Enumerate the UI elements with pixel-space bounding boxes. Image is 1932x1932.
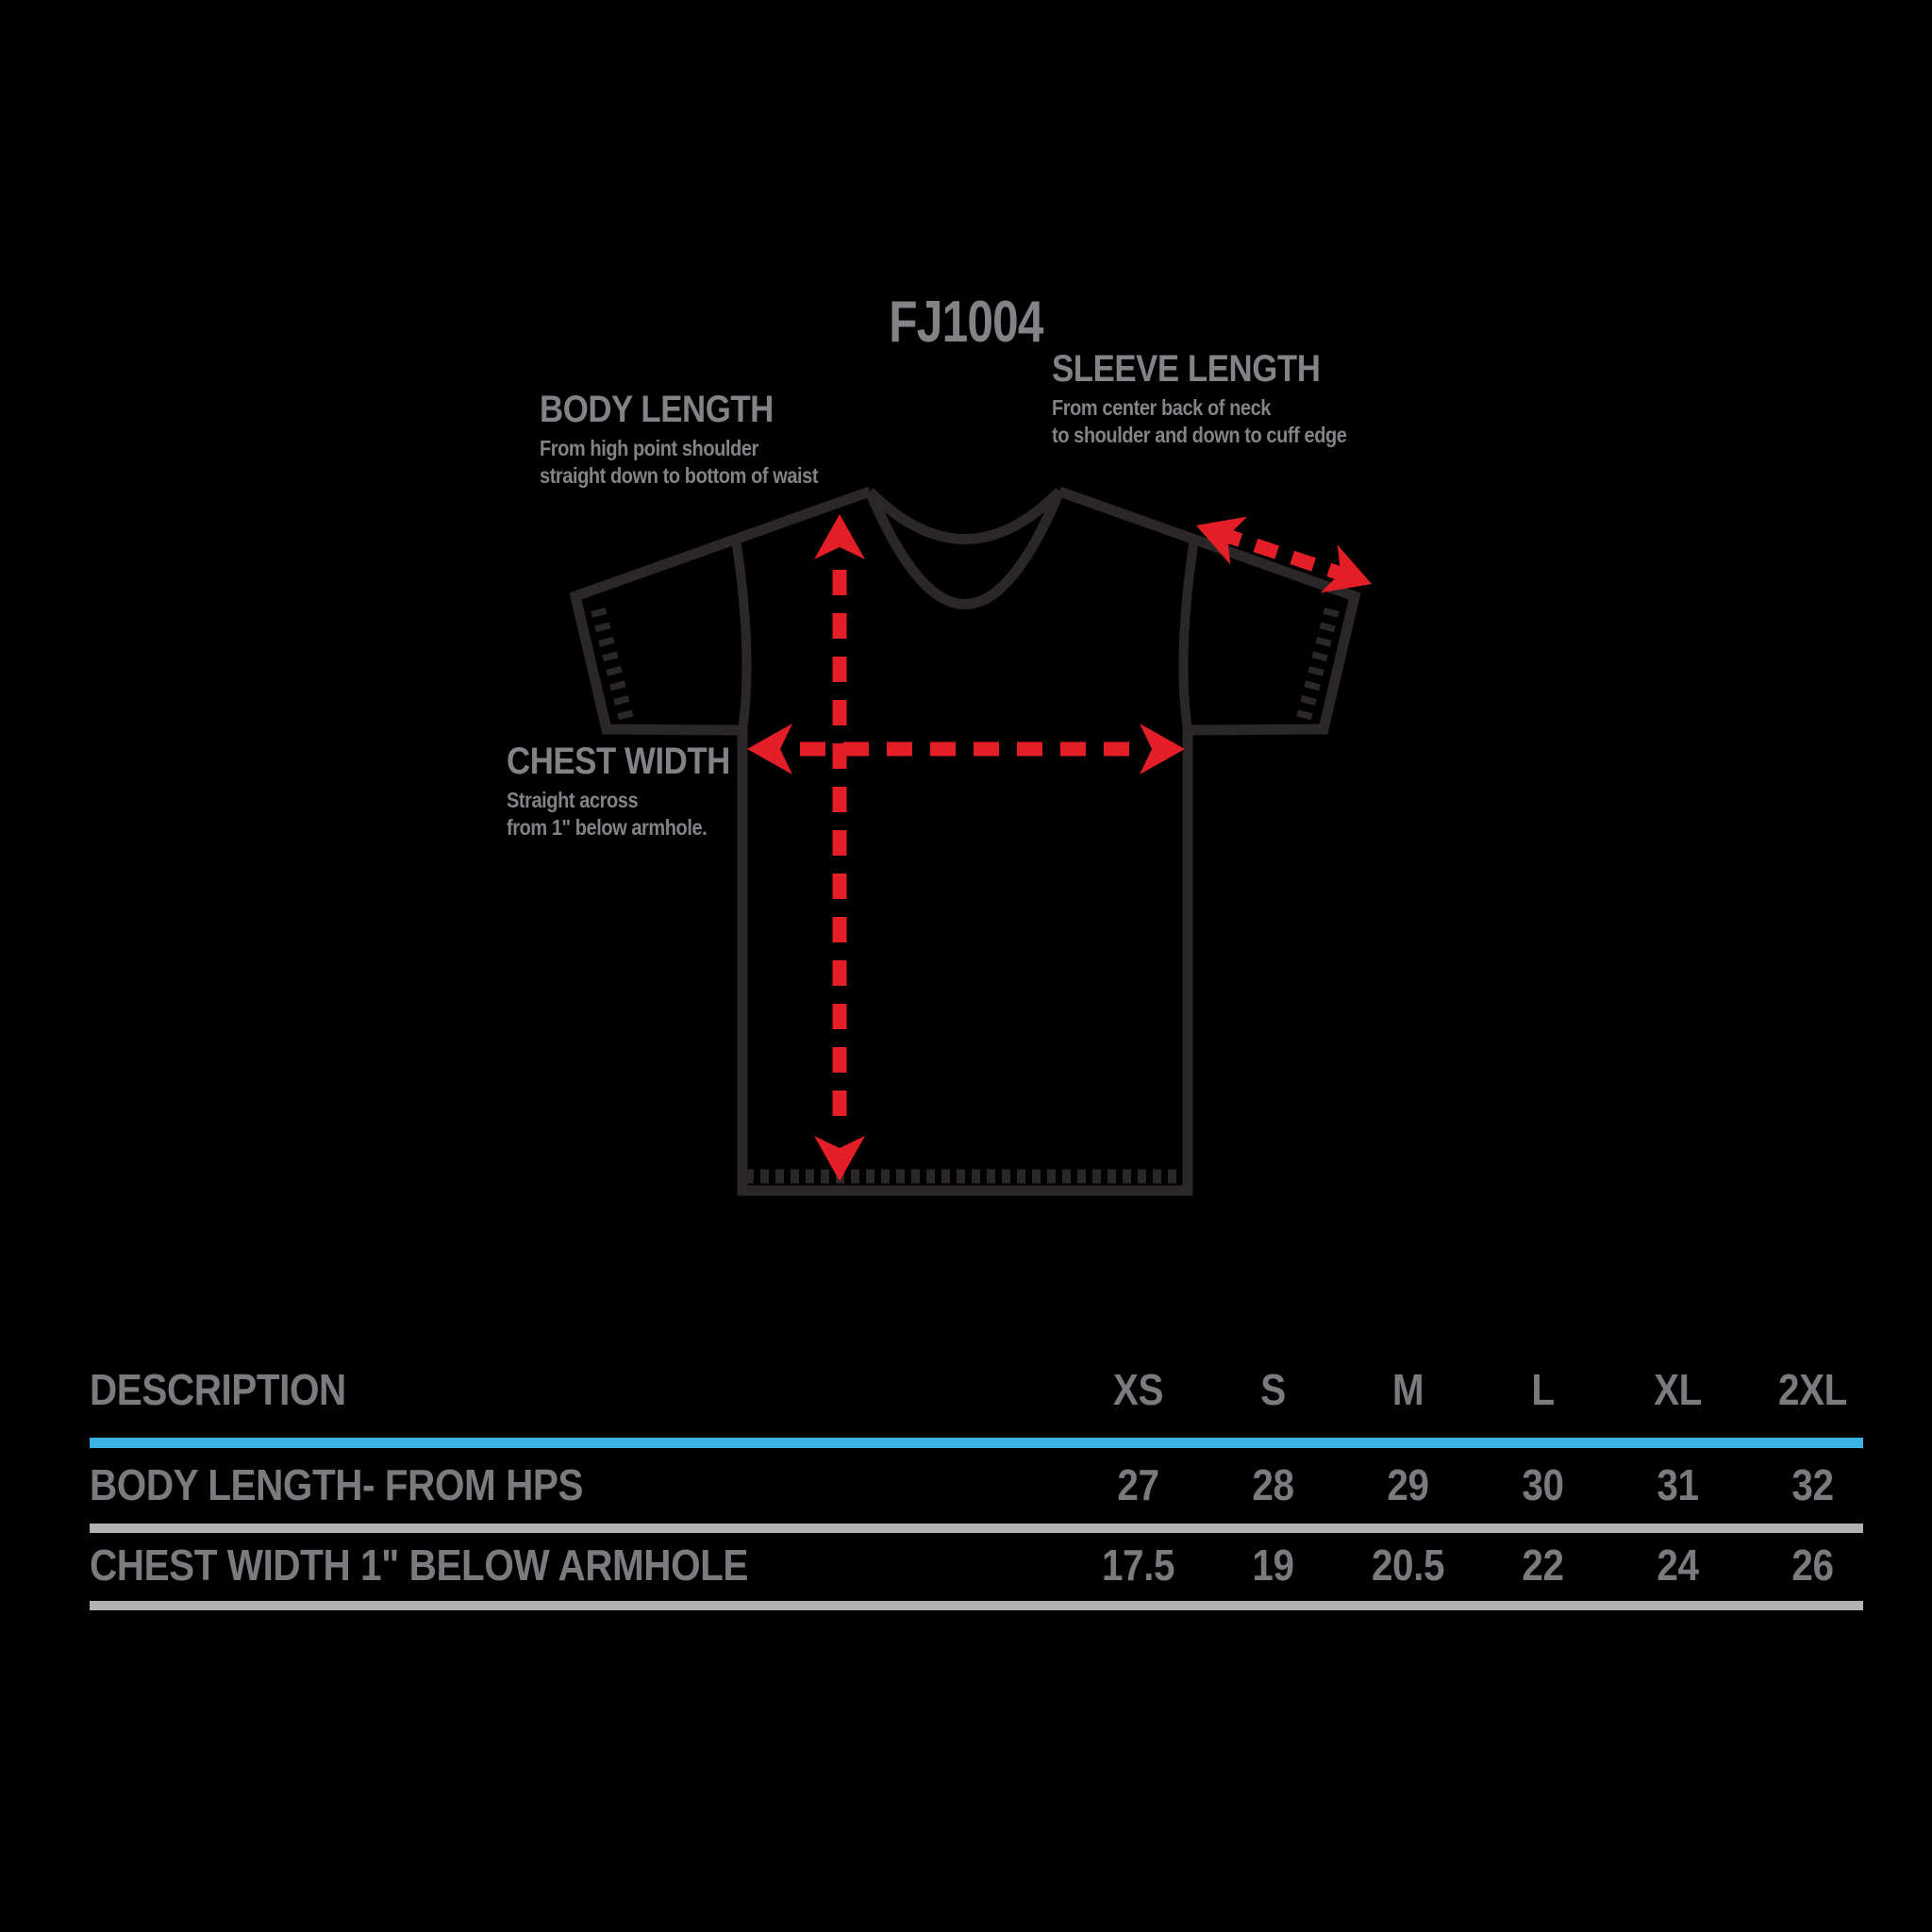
value-m: 20.5	[1371, 1541, 1445, 1590]
value-m: 29	[1387, 1460, 1429, 1509]
body-length-heading: BODY LENGTH	[540, 389, 774, 430]
value-s: 19	[1252, 1541, 1294, 1590]
chest-width-heading: CHEST WIDTH	[507, 741, 730, 782]
column-header-xl: XL	[1654, 1365, 1702, 1414]
body-length-description-line2: straight down to bottom of waist	[540, 463, 819, 488]
sleeve-length-heading: SLEEVE LENGTH	[1052, 348, 1321, 390]
row-label: BODY LENGTH- FROM HPS	[90, 1460, 584, 1509]
row-label: CHEST WIDTH 1" BELOW ARMHOLE	[90, 1541, 749, 1590]
value-2xl: 32	[1791, 1460, 1834, 1509]
sleeve-length-description-line1: From center back of neck	[1052, 395, 1271, 420]
column-header-2xl: 2XL	[1778, 1365, 1847, 1414]
table-header-blue-rule	[90, 1438, 1863, 1448]
value-l: 22	[1522, 1541, 1564, 1590]
value-2xl: 26	[1791, 1541, 1834, 1590]
column-header-xs: XS	[1112, 1365, 1164, 1414]
value-s: 28	[1252, 1460, 1294, 1509]
chest-width-description-line1: Straight across	[507, 788, 639, 812]
chest-width-description-line2: from 1" below armhole.	[507, 815, 708, 840]
column-header-description: DESCRIPTION	[90, 1365, 346, 1414]
value-l: 30	[1522, 1460, 1564, 1509]
style-number-title: FJ1004	[889, 290, 1043, 355]
table-row-body-length	[90, 1461, 1880, 1508]
sleeve-length-description-line2: to shoulder and down to cuff edge	[1052, 423, 1347, 447]
column-header-m: M	[1391, 1365, 1424, 1414]
size-table-header-row	[90, 1366, 1880, 1413]
body-length-description-line1: From high point shoulder	[540, 436, 758, 460]
table-row-divider	[90, 1524, 1863, 1533]
table-row-chest-width	[90, 1541, 1880, 1589]
value-xs: 17.5	[1101, 1541, 1175, 1590]
value-xl: 24	[1657, 1541, 1699, 1590]
value-xs: 27	[1117, 1460, 1159, 1509]
column-header-l: L	[1531, 1365, 1555, 1414]
column-header-s: S	[1260, 1365, 1286, 1414]
value-xl: 31	[1657, 1460, 1699, 1509]
table-bottom-divider	[90, 1601, 1863, 1610]
